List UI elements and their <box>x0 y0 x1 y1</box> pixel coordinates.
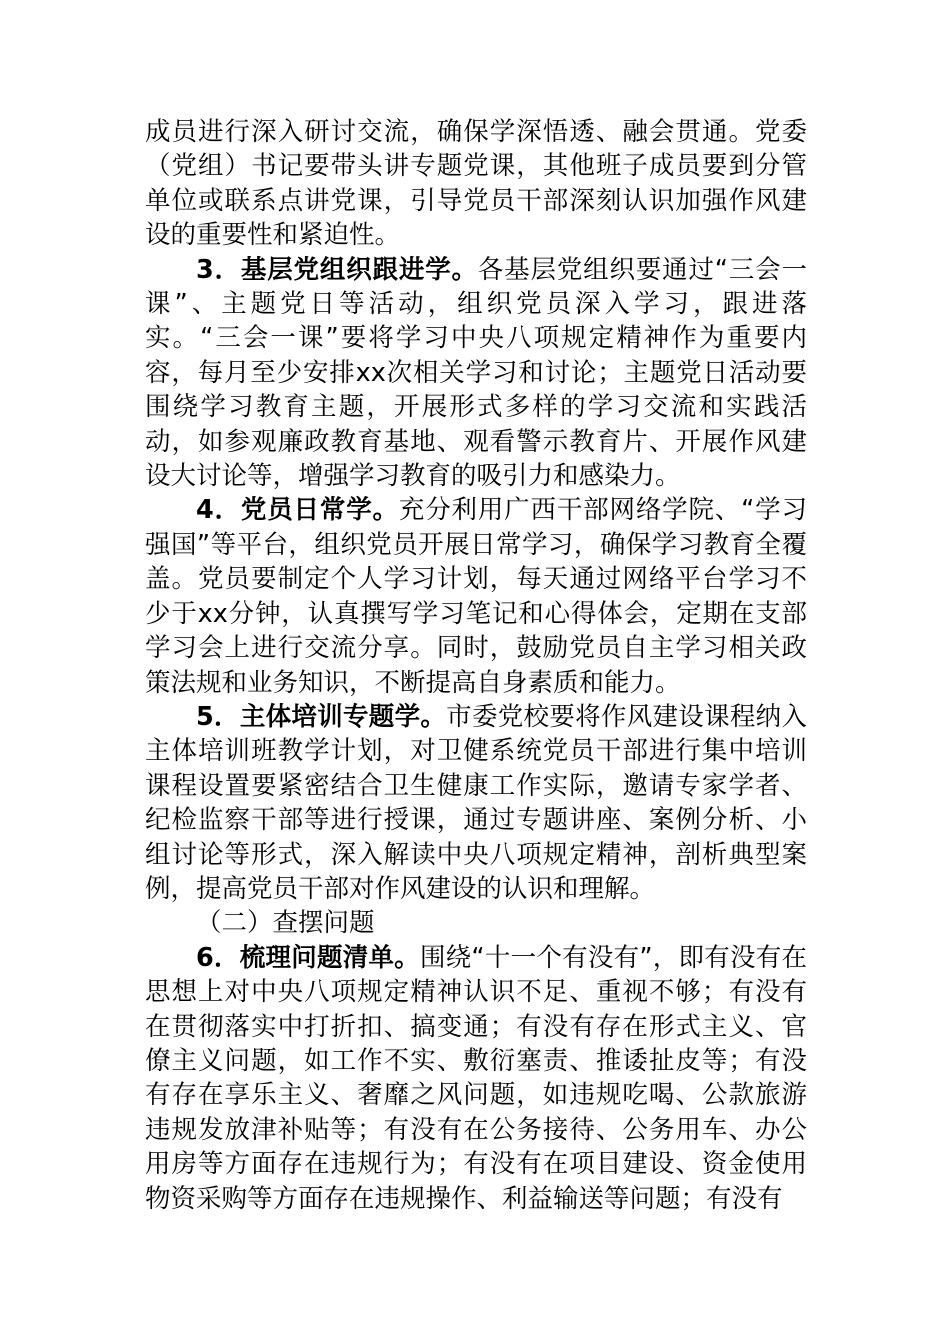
item-6-title: 6．梳理问题清单。 <box>196 942 420 973</box>
paragraph-item-4 <box>145 493 807 699</box>
item-6-body: 围绕“十一个有没有”，即有没有在思想上对中央八项规定精神认识不足、重视不够；有没有在贯彻落实中打折扣、搞变通；有没有存在形式主义、官僚主义问题，如工作不实、敷衍塞责、推诿扯皮等；有没有存在享乐主义、奢靡之风问题，如违规吃喝、公款旅游违规发放津补贴等；有没有在公务接待、公务用车、办公用房等方面存在违规行为；有没有在项目建设、资金使用物资采购等方面存在违规操作、利益输送等问题；有没有 <box>145 942 807 1214</box>
item-5-title: 5．主体培训专题学。 <box>196 701 447 732</box>
item-4-title: 4．党员日常学。 <box>196 495 399 526</box>
item-5-body: 市委党校要将作风建设课程纳入主体培训班教学计划，对卫健系统党员干部进行集中培训课程设置要紧密结合卫生健康工作实际，邀请专家学者、纪检监察干部等进行授课，通过专题讲座、案例分析、小组讨论等形式，深入解读中央八项规定精神，剖析典型案例，提高党员干部对作风建设的认识和理解。 <box>145 701 807 904</box>
paragraph-continued <box>145 115 807 253</box>
item-4-body: 充分利用广西干部网络学院、“学习强国”等平台，组织党员开展日常学习，确保学习教育全覆盖。党员要制定个人学习计划，每天通过网络平台学习不少于xx分钟，认真撰写学习笔记和心得体会，定期在支部学习会上进行交流分享。同时，鼓励党员自主学习相关政策法规和业务知识，不断提高自身素质和能力。 <box>145 495 807 698</box>
section-heading-text: （二）查摆问题 <box>196 908 375 939</box>
item-3-body: 各基层党组织要通过“三会一课”、主题党日等活动，组织党员深入学习，跟进落实。“三会一课”要将学习中央八项规定精神作为重要内容，每月至少安排xx次相关学习和讨论；主题党日活动要围绕学习教育主题，开展形式多样的学习交流和实践活动，如参观廉政教育基地、观看警示教育片、开展作风建设大讨论等，增强学习教育的吸引力和感染力。 <box>145 254 808 492</box>
document-body <box>145 115 807 1216</box>
paragraph-item-3 <box>145 253 807 494</box>
paragraph-text: 成员进行深入研讨交流，确保学深悟透、融会贯通。党委（党组）书记要带头讲专题党课，其他班子成员要到分管单位或联系点讲党课，引导党员干部深刻认识加强作风建设的重要性和紧迫性。 <box>145 117 807 251</box>
section-heading-2 <box>145 906 807 940</box>
paragraph-item-6 <box>145 941 807 1216</box>
paragraph-item-5 <box>145 700 807 906</box>
item-3-title: 3．基层党组织跟进学。 <box>196 254 478 285</box>
